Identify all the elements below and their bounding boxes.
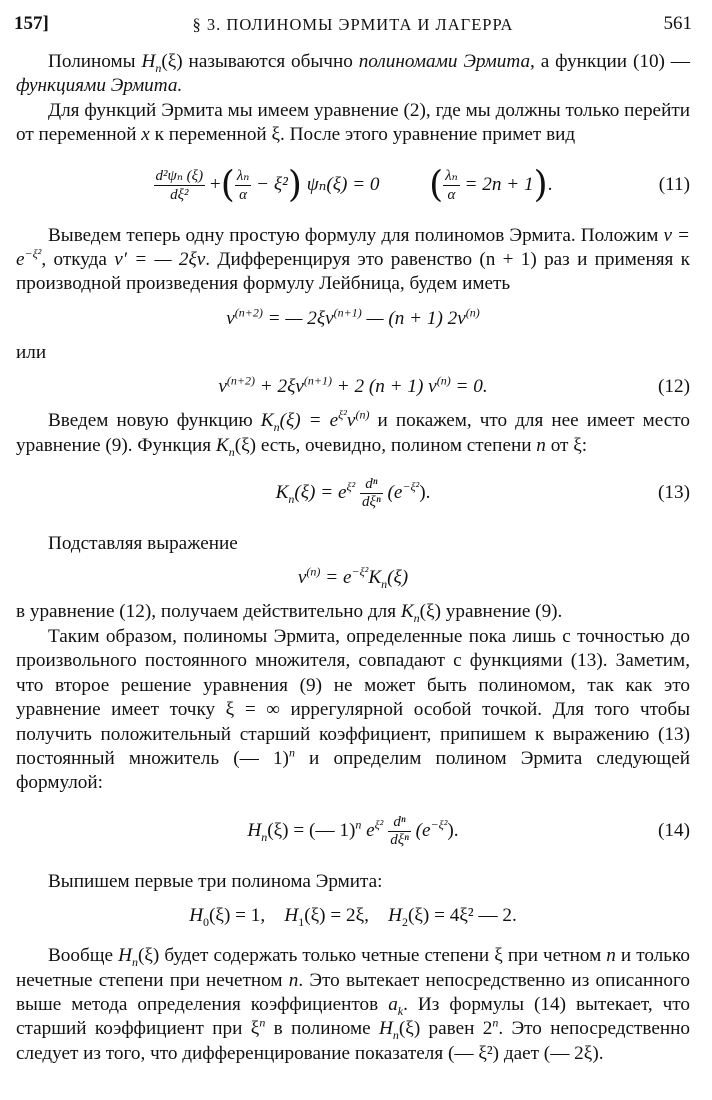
page-number-right: 561	[663, 13, 692, 34]
paragraph-new-function: Введем новую функцию $K_n(\xi) = e^{\xi^2}v^{(n)}$ и покажем, что для нее имеет место уравнение (9). Функция $K_n(\xi)$ есть, очевидно, полином степени n от ξ:	[16, 407, 690, 459]
equation-substitution: $v^{(n)} = e^{-\xi^2}K_n(\xi)$	[297, 565, 409, 592]
paragraph-thus: Таким образом, полиномы Эрмита, определенные пока лишь с точностью до произвольного постоянного множителя, совпадают с функциями (13). Заметим, что второе решение уравнения (9) не может быть полиномом, так как это уравнение имеет точку ξ = ∞ иррегулярной особой точкой. Для того чтобы получить положительный старший коэффициент, припишем к выражению (13) постоянный множитель (— 1)$^n$ и определим полином Эрмита следующей формулой:	[16, 625, 690, 794]
paragraph-general: Вообще $H_n(\xi)$ будет содержать только четные степени ξ при четном n и только нечетные степени при нечетном n. Это вытекает непосредственно из описанного выше метода определения коэффициентов $a_k$. Из формулы (14) вытекает, что старший коэффициент при $\xi^n$ в полиноме $H_n(\xi)$ равен 2$^n$. Это непосредственно следует из того, что дифференцирование показателя (— ξ²) дает (— 2ξ).	[16, 945, 691, 1064]
fraction-d2psi: $\frac{\text{d²ψₙ (ξ)}}{\text{dξ²}}$	[155, 167, 204, 203]
page-body	[16, 50, 690, 1066]
running-header	[14, 12, 692, 38]
equation-13: $K_n(\xi) = e^{\xi^2}$ $\frac{\text{dⁿ}}{\text{dξⁿ}}$ $(e^{-\xi^2})$. (13)	[16, 464, 690, 522]
equation-number: (11)	[658, 173, 690, 195]
equation-14: $H_n(\xi)$ = (— 1)$^n$ $e^{\xi^2}$ $\frac{\text{dⁿ}}{\text{dξⁿ}}$ $(e^{-\xi^2})$. (14)	[16, 802, 690, 860]
paragraph-substituting: Подставляя выражение	[48, 533, 238, 555]
equation-number: (13)	[658, 482, 690, 504]
page-number-left: 157]	[14, 13, 49, 34]
equation-12: $v^{(n+2)} + 2\xi v^{(n+1)} + 2$ (n + 1) $v^{(n)} = 0$. (12)	[16, 371, 690, 403]
paragraph-derivation: Выведем теперь одну простую формулу для полиномов Эрмита. Положим $v = e^{-\xi^2}$, откуда v′ = — 2ξv. Дифференцируя это равенство (n + 1) раз и применяя к производной произведения формулу Лейбница, будем иметь	[16, 224, 691, 295]
paragraph-hermite-polynomials: Полиномы $H_n(\xi)$ называются обычно полиномами Эрмита, а функции (10) — функциями Эрмита.	[16, 51, 690, 97]
section-title: § 3. ПОЛИНОМЫ ЭРМИТА И ЛАГЕРРА	[192, 15, 514, 34]
equation-first-polynomials: $H_0(\xi) = 1$, $H_1(\xi) = 2\xi$, $H_2(\xi) = 4\xi^2$ — 2.	[189, 905, 517, 929]
word-or: или	[16, 341, 47, 363]
paragraph-hermite-functions: Для функций Эрмита мы имеем уравнение (2), где мы должны только перейти от переменной x к переменной ξ. После этого уравнение примет вид	[16, 99, 690, 146]
equation-number: (14)	[658, 819, 690, 841]
paragraph-first-three: Выпишем первые три полинома Эрмита:	[48, 870, 383, 892]
equation-number: (12)	[658, 376, 690, 398]
equation-11: $\frac{\text{d²ψₙ (ξ)}}{\text{dξ²}}$ +( $\frac{\text{λₙ}}{\alpha}$ − ξ²) ψₙ(ξ) = 0 ( $\frac{\text{λₙ}}{\alpha}$ = 2n + 1). (11)	[16, 154, 690, 216]
equation-leibniz: $v^{(n+2)}$ = — $2\xi v^{(n+1)}$ — (n + 1) $2v^{(n)}$	[226, 305, 480, 329]
paragraph-into-equation: в уравнение (12), получаем действительно для $K_n(\xi)$ уравнение (9).	[16, 601, 563, 626]
